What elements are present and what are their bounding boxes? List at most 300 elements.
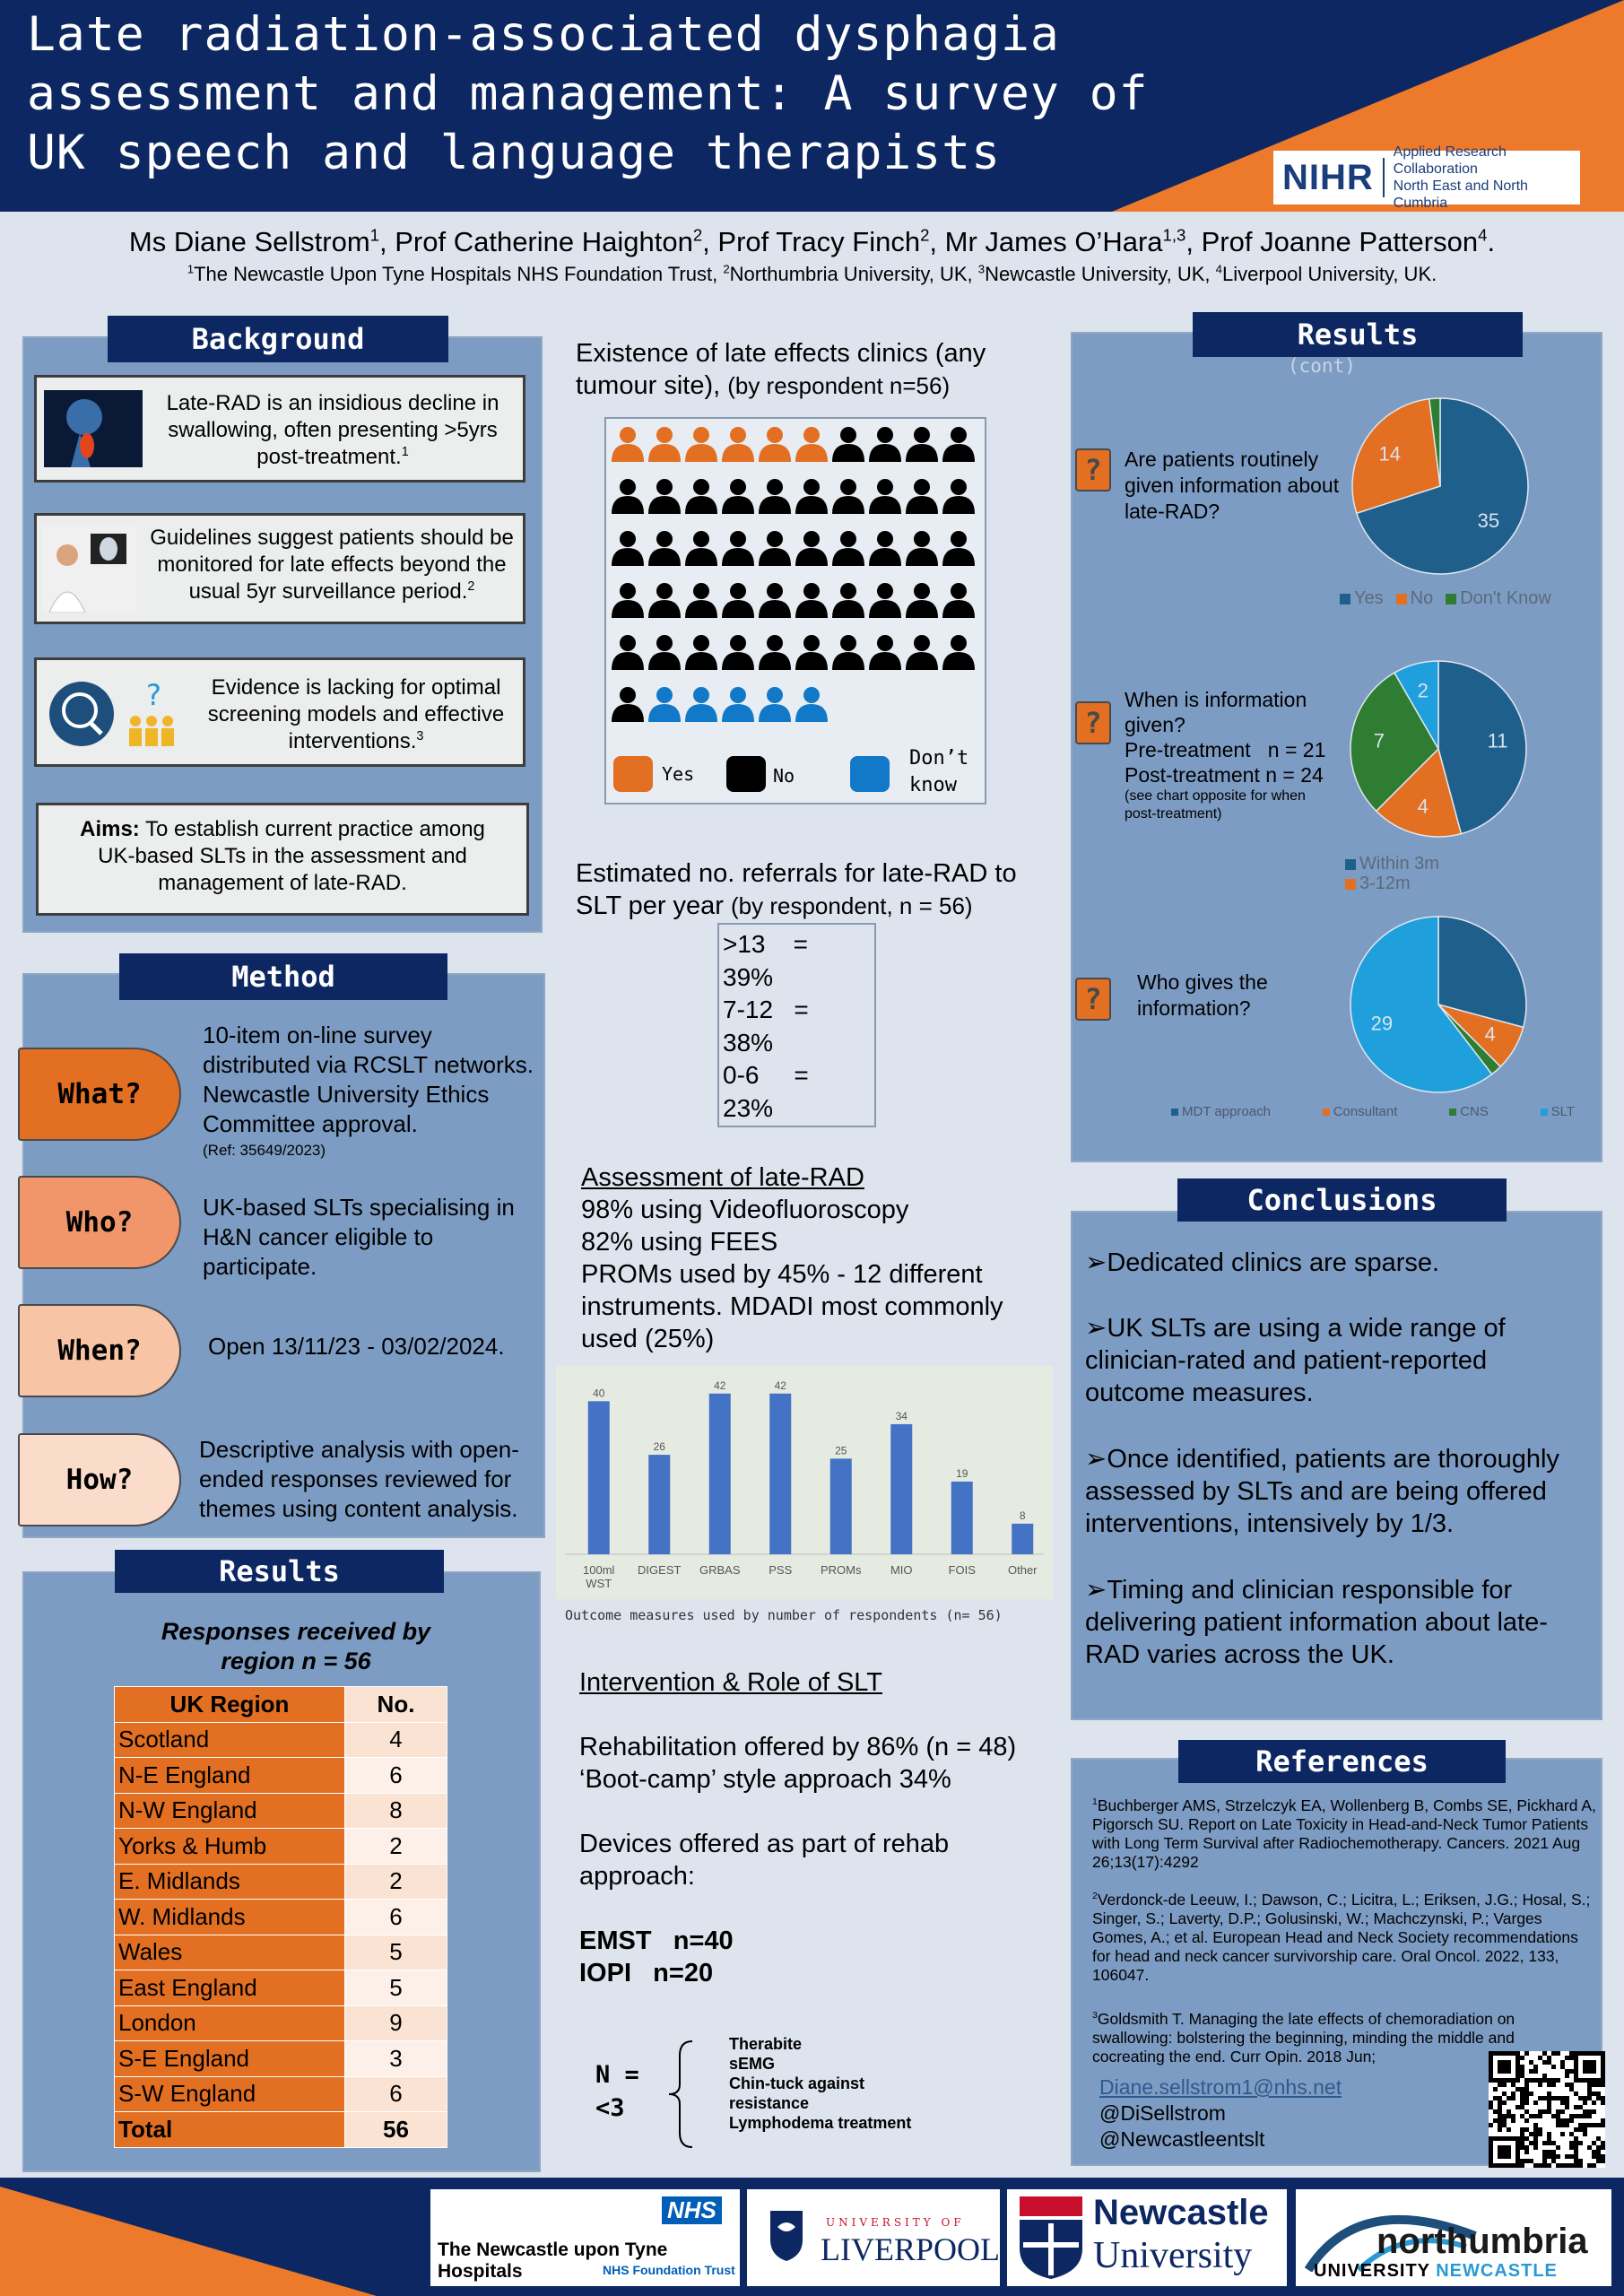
conclusion-item — [1085, 1312, 1592, 1409]
qr-module — [1601, 2123, 1605, 2127]
qr-module — [1542, 2060, 1547, 2065]
qr-module — [1533, 2114, 1538, 2118]
qr-module — [1587, 2114, 1592, 2118]
small-item: Therabite — [729, 2035, 803, 2053]
qr-module — [1560, 2132, 1565, 2136]
qr-module — [1520, 2074, 1524, 2078]
reference-1 — [1092, 1796, 1599, 1872]
email-link[interactable]: Diane.sellstrom1@nhs.net — [1099, 2075, 1342, 2099]
author-list — [0, 226, 1624, 258]
qr-module — [1493, 2096, 1498, 2100]
assessment-heading: Assessment of late-RAD — [581, 1163, 864, 1192]
qr-module — [1596, 2145, 1601, 2150]
qr-module — [1547, 2132, 1551, 2136]
qr-module — [1601, 2118, 1605, 2123]
person-icon-no — [942, 635, 975, 670]
poster-title: Late radiation-associated dysphagia assessment and management: A survey of UK speech and language therapists — [27, 7, 1149, 180]
legend-yes-swatch — [613, 756, 653, 792]
qr-module — [1551, 2083, 1556, 2087]
qr-module — [1556, 2145, 1560, 2150]
qr-module — [1542, 2141, 1547, 2145]
table-row — [115, 1970, 447, 2006]
bullet-arrow-icon: ➢ — [1085, 1576, 1107, 1605]
qr-module — [1502, 2114, 1507, 2118]
qr-module — [1538, 2083, 1542, 2087]
qr-module — [1547, 2109, 1551, 2114]
qr-module — [1556, 2096, 1560, 2100]
legend-swatch — [1345, 859, 1356, 870]
twitter-handle: @DiSellstrom — [1099, 2101, 1226, 2125]
qr-module — [1542, 2078, 1547, 2083]
qr-module — [1574, 2092, 1578, 2096]
q1-text: Are patients routinely given information about late-RAD? — [1125, 448, 1340, 523]
qr-module — [1507, 2096, 1511, 2100]
ref-sup: 3 — [416, 729, 424, 744]
pie1-legend-yes — [1340, 588, 1384, 609]
qr-module — [1578, 2123, 1583, 2127]
pie3-legend-cns — [1449, 1104, 1489, 1119]
svg-text:?: ? — [146, 678, 161, 712]
qr-module — [1556, 2154, 1560, 2159]
qr-module — [1578, 2141, 1583, 2145]
qr-module — [1498, 2123, 1502, 2127]
q2-text: When is information given? — [1125, 688, 1307, 736]
qr-module — [1524, 2127, 1529, 2132]
person-icon-no — [832, 531, 864, 566]
qr-module — [1520, 2100, 1524, 2105]
ref-sup: 2 — [467, 579, 475, 594]
qr-module — [1524, 2096, 1529, 2100]
qr-module — [1533, 2163, 1538, 2168]
qr-module — [1533, 2078, 1538, 2083]
qr-module — [1596, 2083, 1601, 2087]
pie3-legend-consultant — [1323, 1104, 1398, 1119]
qr-module — [1596, 2159, 1601, 2163]
qr-module — [1498, 2083, 1502, 2087]
author-name: , Prof Tracy Finch — [702, 226, 921, 257]
person-icon-no — [942, 479, 975, 514]
bar-category-label: Other — [1007, 1563, 1038, 1577]
qr-module — [1520, 2087, 1524, 2092]
qr-module — [1520, 2136, 1524, 2141]
qr-module — [1502, 2118, 1507, 2123]
qr-module — [1587, 2092, 1592, 2096]
qr-module — [1547, 2096, 1551, 2100]
qr-module — [1547, 2105, 1551, 2109]
qr-module — [1574, 2105, 1578, 2109]
qr-module — [1520, 2141, 1524, 2145]
contact-block — [1099, 2074, 1342, 2152]
region-cell: S-W England — [115, 2076, 345, 2112]
qr-module — [1542, 2163, 1547, 2168]
method-how-badge: How? — [18, 1433, 181, 1526]
legend-label: 3-12m — [1359, 874, 1411, 893]
qr-module — [1524, 2087, 1529, 2092]
qr-module — [1551, 2159, 1556, 2163]
newcastle-crest-icon — [1016, 2195, 1086, 2281]
person-icon-no — [685, 531, 717, 566]
qr-module — [1547, 2078, 1551, 2083]
bar-pss — [769, 1394, 791, 1554]
background-heading: Background — [108, 316, 448, 362]
legend-label: CNS — [1460, 1104, 1489, 1119]
referrals-title — [576, 857, 1042, 922]
qr-module — [1592, 2141, 1596, 2145]
nhs-trust-name: The Newcastle upon Tyne Hospitals — [438, 2239, 668, 2282]
small-item: Chin-tuck against — [729, 2074, 865, 2092]
qr-module — [1578, 2163, 1583, 2168]
count-col-header: No. — [345, 1687, 447, 1723]
qr-module — [1542, 2159, 1547, 2163]
qr-module — [1511, 2083, 1515, 2087]
person-icon-no — [759, 583, 791, 618]
legend-label: Within 3m — [1359, 854, 1439, 874]
qr-module — [1520, 2114, 1524, 2118]
qr-module — [1556, 2163, 1560, 2168]
qr-module — [1502, 2083, 1507, 2087]
qr-module — [1556, 2123, 1560, 2127]
clinics-title-small: (by respondent n=56) — [727, 372, 951, 399]
nhs-trust-logo — [430, 2189, 740, 2286]
qr-module — [1592, 2150, 1596, 2154]
qr-module — [1542, 2096, 1547, 2100]
qr-module — [1596, 2092, 1601, 2096]
qr-module — [1587, 2083, 1592, 2087]
qr-module — [1596, 2123, 1601, 2127]
qr-module — [1583, 2132, 1587, 2136]
info-routine-pie — [1345, 395, 1542, 583]
background-text-1 — [149, 390, 517, 471]
legend-label: Yes — [1354, 588, 1384, 608]
qr-module — [1601, 2154, 1605, 2159]
pie-value-label: 11 — [1487, 729, 1508, 752]
nihr-logo-word: NIHR — [1282, 157, 1374, 197]
northumbria-logo — [1296, 2189, 1611, 2286]
person-icon-dk — [795, 687, 828, 722]
results-cont-heading: Results — [1193, 312, 1523, 357]
affil-sup: 2 — [723, 262, 730, 276]
region-table-body — [115, 1722, 447, 2147]
legend-no-label: No — [773, 765, 795, 787]
person-icon-no — [869, 635, 901, 670]
qr-module — [1507, 2109, 1511, 2114]
qr-module — [1520, 2132, 1524, 2136]
person-icon-no — [832, 635, 864, 670]
qr-module — [1592, 2123, 1596, 2127]
small-item: sEMG — [729, 2055, 776, 2073]
results-heading: Results — [115, 1550, 444, 1593]
qr-module — [1583, 2100, 1587, 2105]
qr-module — [1515, 2087, 1520, 2092]
bar-value-label: 42 — [774, 1378, 786, 1392]
liverpool-big: LIVERPOOL — [821, 2231, 1000, 2267]
method-when-badge: When? — [18, 1304, 181, 1397]
person-icon-no — [648, 531, 681, 566]
qr-module — [1569, 2132, 1574, 2136]
qr-module — [1520, 2145, 1524, 2150]
qr-module — [1551, 2078, 1556, 2083]
qr-module — [1533, 2132, 1538, 2136]
qr-module — [1529, 2078, 1533, 2083]
person-icon-yes — [612, 427, 644, 462]
pie3-legend — [1171, 1104, 1575, 1119]
qr-module — [1551, 2154, 1556, 2159]
bar-chart-caption: Outcome measures used by number of respondents (n= 56) — [565, 1607, 1003, 1623]
ref-sup: 2 — [1092, 1891, 1098, 1902]
qr-module — [1520, 2127, 1524, 2132]
qr-module — [1498, 2118, 1502, 2123]
qr-module — [1583, 2096, 1587, 2100]
legend-swatch — [1323, 1109, 1330, 1116]
qr-module — [1565, 2163, 1569, 2168]
conclusion-text: Once identified, patients are thoroughly assessed by SLTs and are being offered interventions, intensively by 1/3. — [1085, 1445, 1559, 1538]
person-icon-no — [612, 583, 644, 618]
intervention-iopi: IOPI n=20 — [579, 1959, 714, 1987]
throat-icon — [44, 390, 143, 467]
qr-module — [1547, 2163, 1551, 2168]
qr-module — [1502, 2100, 1507, 2105]
qr-module — [1569, 2056, 1574, 2060]
liverpool-small: UNIVERSITY OF — [826, 2216, 965, 2229]
outcome-bar-chart — [556, 1366, 1053, 1599]
person-icon-yes — [722, 427, 754, 462]
qr-module — [1560, 2109, 1565, 2114]
qr-module — [1520, 2056, 1524, 2060]
person-icon-no — [648, 479, 681, 514]
liverpool-crest-icon — [769, 2209, 804, 2263]
bar-category-label: PSS — [769, 1563, 793, 1577]
qr-code-icon[interactable] — [1489, 2051, 1605, 2168]
qr-module — [1524, 2136, 1529, 2141]
person-icon-no — [759, 531, 791, 566]
person-icon-no — [685, 479, 717, 514]
legend-dk-label: Don’t know — [909, 747, 969, 796]
qr-module — [1556, 2109, 1560, 2114]
legend-label: No — [1410, 588, 1434, 608]
region-cell: East England — [115, 1970, 345, 2006]
person-icon-no — [722, 531, 754, 566]
author-name: . — [1487, 226, 1496, 257]
person-icon-no — [906, 531, 938, 566]
person-icon-yes — [795, 427, 828, 462]
qr-module — [1569, 2163, 1574, 2168]
bar-proms — [830, 1458, 852, 1554]
person-icon-no — [685, 635, 717, 670]
qr-module — [1547, 2150, 1551, 2154]
count-cell: 3 — [345, 2041, 447, 2077]
liverpool-logo — [747, 2189, 1000, 2286]
method-what-text: 10-item on-line survey distributed via RCSLT networks. Newcastle University Ethics Committee approval. — [203, 1022, 534, 1137]
qr-module — [1601, 2159, 1605, 2163]
qr-module — [1520, 2159, 1524, 2163]
legend-no-swatch — [726, 756, 766, 792]
qr-module — [1565, 2118, 1569, 2123]
qr-module — [1565, 2069, 1569, 2074]
pie-value-label: 29 — [1370, 1012, 1394, 1035]
table-row — [115, 1829, 447, 1865]
background-text-1-body: Late-RAD is an insidious decline in swallowing, often presenting >5yrs post-treatment. — [166, 391, 499, 469]
background-box-1 — [34, 375, 525, 483]
background-box-2 — [34, 513, 525, 624]
author-affil-sup: 2 — [692, 225, 703, 245]
qr-module — [1592, 2100, 1596, 2105]
clinics-title-main: Existence of late effects clinics (any tumour site), — [576, 339, 986, 400]
person-icon-no — [612, 687, 644, 722]
qr-module — [1551, 2114, 1556, 2118]
table-row — [115, 2041, 447, 2077]
qr-module — [1498, 2105, 1502, 2109]
region-cell: N-E England — [115, 1758, 345, 1794]
person-icon-no — [795, 531, 828, 566]
qr-module — [1498, 2100, 1502, 2105]
clinics-title — [576, 337, 1051, 402]
q2-pre: Pre-treatment n = 21 — [1125, 738, 1326, 761]
qr-finder — [1498, 2145, 1511, 2159]
qr-module — [1556, 2078, 1560, 2083]
count-cell: 2 — [345, 1829, 447, 1865]
qr-module — [1524, 2051, 1529, 2056]
reference-text: Buchberger AMS, Strzelczyk EA, Wollenberg B, Combs SE, Pickhard A, Pigorsch SU. Report on Late Toxicity in Head-and-Neck Tumor Patients with Long Term Survival after Radiochemotherapy. Cancers. 2021 Aug 26;13(17):4292 — [1092, 1796, 1596, 1871]
qr-module — [1587, 2163, 1592, 2168]
qr-module — [1601, 2141, 1605, 2145]
qr-module — [1578, 2159, 1583, 2163]
qr-module — [1569, 2083, 1574, 2087]
legend-yes-label: Yes — [662, 763, 695, 785]
qr-module — [1524, 2109, 1529, 2114]
person-icon-no — [722, 635, 754, 670]
table-row — [115, 1935, 447, 1970]
pie-value-label: 35 — [1477, 509, 1500, 533]
pie-value-label: 7 — [1373, 729, 1385, 752]
qr-module — [1502, 2123, 1507, 2127]
legend-swatch — [1396, 594, 1407, 604]
table-row — [115, 2076, 447, 2112]
background-box-3 — [34, 657, 525, 767]
region-col-header: UK Region — [115, 1687, 345, 1723]
author-name: , Prof Joanne Patterson — [1185, 226, 1479, 257]
bar-fois — [951, 1482, 973, 1554]
qr-module — [1587, 2109, 1592, 2114]
qr-module — [1574, 2136, 1578, 2141]
affil-sup: 4 — [1215, 262, 1222, 276]
background-text-2 — [143, 525, 521, 605]
qr-module — [1524, 2145, 1529, 2150]
qr-module — [1587, 2123, 1592, 2127]
question-icon: ? — [1075, 701, 1111, 744]
northumbria-word: northumbria — [1376, 2222, 1588, 2261]
nihr-logo — [1273, 144, 1580, 211]
twitter-handle: @Newcastleentslt — [1099, 2127, 1265, 2151]
qr-module — [1578, 2114, 1583, 2118]
qr-module — [1565, 2096, 1569, 2100]
qr-module — [1489, 2100, 1493, 2105]
author-name: Ms Diane Sellstrom — [128, 226, 370, 257]
referrals-line: >13 = — [723, 930, 808, 958]
qr-module — [1515, 2105, 1520, 2109]
person-icon-dk — [685, 687, 717, 722]
affil-text: Northumbria University, UK, — [729, 263, 978, 285]
qr-module — [1533, 2100, 1538, 2105]
qr-module — [1556, 2114, 1560, 2118]
aims-text: To establish current practice among UK-based SLTs in the assessment and management of late-RAD. — [98, 817, 485, 895]
person-icon-no — [869, 531, 901, 566]
conclusions-heading: Conclusions — [1177, 1178, 1507, 1222]
qr-module — [1565, 2123, 1569, 2127]
qr-module — [1551, 2150, 1556, 2154]
qr-module — [1560, 2163, 1565, 2168]
qr-module — [1560, 2060, 1565, 2065]
results-table-title: Responses received by region n = 56 — [161, 1618, 431, 1674]
qr-module — [1565, 2154, 1569, 2159]
qr-module — [1520, 2092, 1524, 2096]
region-table — [114, 1686, 447, 2148]
legend-swatch — [1541, 1109, 1548, 1116]
clinics-icon-array — [604, 417, 986, 804]
newcastle-university-logo — [1007, 2189, 1287, 2286]
qr-module — [1556, 2051, 1560, 2056]
region-cell: Wales — [115, 1935, 345, 1970]
qr-module — [1520, 2163, 1524, 2168]
info-timing-pie — [1343, 659, 1541, 842]
qr-module — [1542, 2109, 1547, 2114]
qr-module — [1542, 2051, 1547, 2056]
qr-module — [1578, 2096, 1583, 2100]
pie-value-label: 4 — [1417, 795, 1429, 818]
referrals-line: 39% — [723, 962, 774, 991]
qr-module — [1493, 2118, 1498, 2123]
affil-sup: 3 — [977, 262, 986, 276]
nhs-badge: NHS — [662, 2196, 722, 2224]
referrals-line: 38% — [723, 1028, 774, 1057]
person-icon-no — [722, 479, 754, 514]
doctor-xray-icon — [42, 526, 135, 613]
person-icon-no — [722, 583, 754, 618]
qr-module — [1596, 2150, 1601, 2154]
region-cell: Scotland — [115, 1722, 345, 1758]
aims-box — [36, 803, 529, 916]
author-affil-sup: 2 — [920, 225, 930, 245]
qr-module — [1538, 2114, 1542, 2118]
count-cell: 2 — [345, 1864, 447, 1900]
qr-finder — [1583, 2060, 1596, 2074]
question-icon: ? — [1075, 448, 1111, 491]
conclusion-text: UK SLTs are using a wide range of clinician-rated and patient-reported outcome measures. — [1085, 1314, 1506, 1407]
qr-module — [1592, 2092, 1596, 2096]
background-text-3 — [196, 674, 516, 755]
qr-module — [1524, 2100, 1529, 2105]
qr-module — [1574, 2145, 1578, 2150]
qr-module — [1533, 2141, 1538, 2145]
qr-module — [1560, 2118, 1565, 2123]
intervention-line: Devices offered as part of rehab approach: — [579, 1830, 950, 1891]
pie-value-label: 14 — [1378, 442, 1401, 465]
qr-module — [1538, 2078, 1542, 2083]
person-icon-yes — [759, 427, 791, 462]
qr-module — [1511, 2092, 1515, 2096]
qr-module — [1560, 2096, 1565, 2100]
ref-sup: 1 — [1092, 1796, 1098, 1808]
northumbria-sub — [1314, 2261, 1558, 2282]
nihr-logo-subtitle: Applied Research Collaboration North East and North Cumbria — [1393, 144, 1528, 211]
bar-value-label: 40 — [593, 1387, 605, 1400]
university-word: University — [1093, 2235, 1253, 2276]
qr-module — [1565, 2105, 1569, 2109]
qr-module — [1538, 2132, 1542, 2136]
qr-module — [1507, 2127, 1511, 2132]
region-cell: London — [115, 2005, 345, 2041]
qr-module — [1511, 2114, 1515, 2118]
region-cell: W. Midlands — [115, 1900, 345, 1935]
